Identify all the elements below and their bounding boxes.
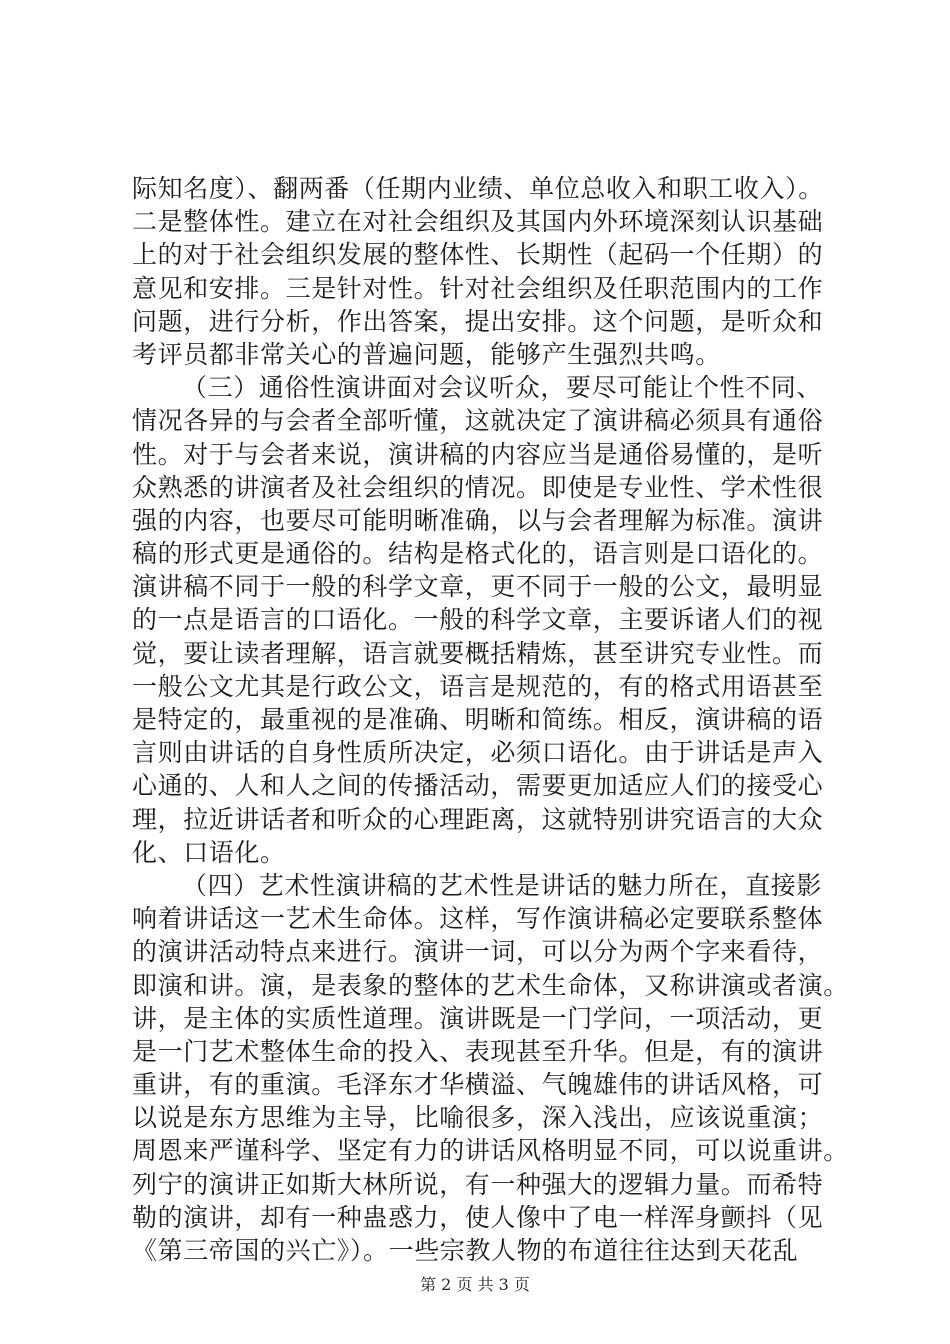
text-line: 考评员都非常关心的普遍问题，能够产生强烈共鸣。 bbox=[132, 339, 721, 369]
text-line: 觉，要让读者理解，语言就要概括精炼，甚至讲究专业性。而 bbox=[132, 638, 824, 668]
text-line: 理，拉近讲话者和听众的心理距离，这就特别讲究语言的大众 bbox=[132, 804, 824, 834]
text-line: 稿的形式更是通俗的。结构是格式化的，语言则是口语化的。 bbox=[132, 539, 824, 569]
text-line: 二是整体性。建立在对社会组织及其国内外环境深刻认识基础 bbox=[132, 207, 824, 237]
body-text bbox=[132, 172, 849, 1267]
page-number-label: 第 2 页 共 3 页 bbox=[420, 1275, 530, 1294]
text-line: 众熟悉的讲演者及社会组织的情况。即使是专业性、学术性很 bbox=[132, 472, 824, 502]
text-line: 意见和安排。三是针对性。针对社会组织及任职范围内的工作 bbox=[132, 273, 824, 303]
text-line: 重讲，有的重演。毛泽东才华横溢、气魄雄伟的讲话风格，可 bbox=[132, 1070, 824, 1100]
text-line: 心通的、人和人之间的传播活动，需要更加适应人们的接受心 bbox=[132, 771, 824, 801]
text-line: 情况各异的与会者全部听懂，这就决定了演讲稿必须具有通俗 bbox=[132, 406, 824, 436]
text-line: 《第三帝国的兴亡》）。一些宗教人物的布道往往达到天花乱 bbox=[132, 1236, 799, 1265]
text-line: 问题，进行分析，作出答案，提出安排。这个问题，是听众和 bbox=[132, 306, 824, 336]
text-line: 的演讲活动特点来进行。演讲一词，可以分为两个字来看待， bbox=[132, 937, 824, 967]
text-line: 勒的演讲，却有一种蛊惑力，使人像中了电一样浑身颤抖（见 bbox=[132, 1202, 824, 1232]
text-line: 际知名度）、翻两番（任期内业绩、单位总收入和职工收入）。 bbox=[132, 174, 824, 203]
text-line: 的一点是语言的口语化。一般的科学文章，主要诉诸人们的视 bbox=[132, 605, 824, 635]
text-line: 讲，是主体的实质性道理。演讲既是一门学问，一项活动，更 bbox=[132, 1003, 824, 1033]
text-line: 是一门艺术整体生命的投入、表现甚至升华。但是，有的演讲 bbox=[132, 1036, 824, 1066]
paragraph-start-line: （四）艺术性演讲稿的艺术性是讲话的魅力所在，直接影 bbox=[182, 870, 823, 900]
text-line: 言则由讲话的自身性质所决定，必须口语化。由于讲话是声入 bbox=[132, 738, 824, 768]
text-line: 是特定的，最重视的是准确、明晰和简练。相反，演讲稿的语 bbox=[132, 705, 824, 734]
page-footer bbox=[0, 1272, 950, 1295]
text-line: 响着讲话这一艺术生命体。这样，写作演讲稿必定要联系整体 bbox=[132, 904, 824, 934]
text-line: 以说是东方思维为主导，比喻很多，深入浅出，应该说重演； bbox=[132, 1103, 824, 1133]
text-line: 一般公文尤其是行政公文，语言是规范的，有的格式用语甚至 bbox=[132, 671, 824, 701]
text-line: 即演和讲。演，是表象的整体的艺术生命体，又称讲演或者演。 bbox=[132, 970, 849, 1000]
text-line: 周恩来严谨科学、坚定有力的讲话风格明显不同，可以说重讲。 bbox=[132, 1136, 849, 1166]
text-line: 性。对于与会者来说，演讲稿的内容应当是通俗易懂的，是听 bbox=[132, 439, 824, 469]
text-line: 化、口语化。 bbox=[132, 837, 286, 867]
text-line: 列宁的演讲正如斯大林所说，有一种强大的逻辑力量。而希特 bbox=[132, 1169, 824, 1199]
text-line: 上的对于社会组织发展的整体性、长期性（起码一个任期）的 bbox=[132, 240, 824, 270]
text-line: 强的内容，也要尽可能明晰准确，以与会者理解为标准。演讲 bbox=[132, 505, 824, 535]
text-line: 演讲稿不同于一般的科学文章，更不同于一般的公文，最明显 bbox=[132, 572, 824, 602]
paragraph-start-line: （三）通俗性演讲面对会议听众，要尽可能让个性不同、 bbox=[182, 373, 823, 403]
